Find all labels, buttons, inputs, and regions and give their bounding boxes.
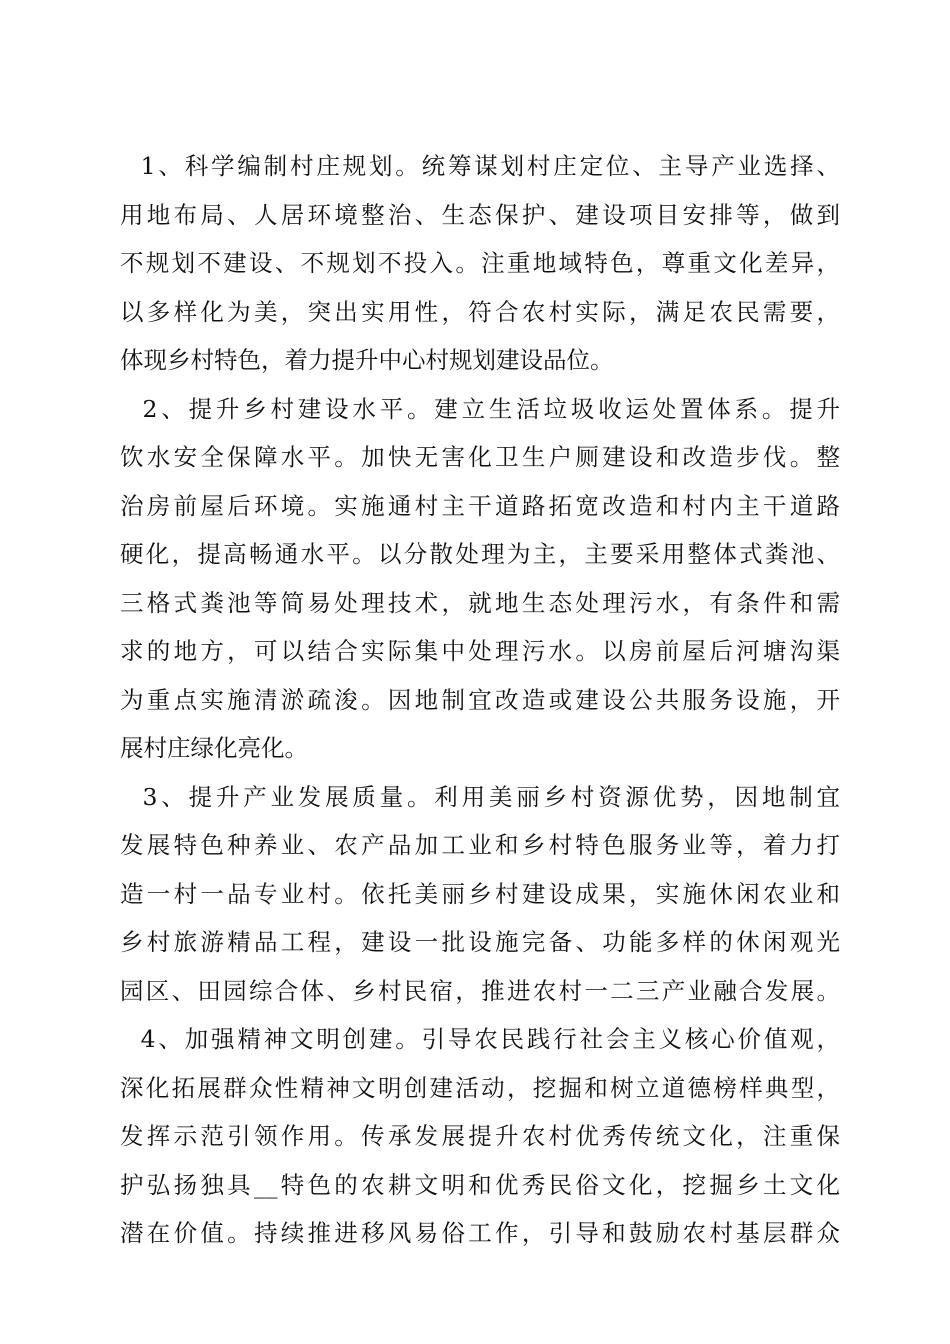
text-line: 造一村一品专业村。依托美丽乡村建设成果，实施休闲农业和 [120,879,840,908]
text-line: 潜在价值。持续推进移风易俗工作，引导和鼓励农村基层群众 [120,1219,840,1247]
text-line: 深化拓展群众性精神文明创建活动，挖掘和树立道德榜样典型， [120,1073,840,1102]
text-line: 发挥示范引领作用。传承发展提升农村优秀传统文化，注重保 [120,1122,840,1150]
paragraph-3 [120,773,840,1016]
text-line: 2、提升乡村建设水平。建立生活垃圾收运处置体系。提升 [120,394,840,423]
text-line: 乡村旅游精品工程，建设一批设施完备、功能多样的休闲观光 [120,928,840,956]
text-line: 不规划不建设、不规划不投入。注重地域特色，尊重文化差异， [120,249,840,277]
text-line: 求的地方，可以结合实际集中处理污水。以房前屋后河塘沟渠 [120,637,840,665]
text-line: 为重点实施清淤疏浚。因地制宜改造或建设公共服务设施，开 [120,685,840,714]
text-line: 护弘扬独具__特色的农耕文明和优秀民俗文化，挖掘乡土文化 [120,1170,840,1199]
text-line: 三格式粪池等简易处理技术，就地生态处理污水，有条件和需 [120,588,840,617]
text-line: 发展特色种养业、农产品加工业和乡村特色服务业等，着力打 [120,831,840,859]
text-line: 4、加强精神文明创建。引导农民践行社会主义核心价值观， [120,1025,840,1053]
text-line: 用地布局、人居环境整治、生态保护、建设项目安排等，做到 [120,200,840,229]
paragraph-4 [120,1015,840,1258]
text-line: 治房前屋后环境。实施通村主干道路拓宽改造和村内主干道路 [120,491,840,520]
paragraph-2 [120,385,840,773]
text-line: 以多样化为美，突出实用性，符合农村实际，满足农民需要， [120,297,840,326]
text-line: 硬化，提高畅通水平。以分散处理为主，主要采用整体式粪池、 [120,540,840,568]
text-line: 展村庄绿化亮化。 [120,734,308,762]
text-line: 1、科学编制村庄规划。统筹谋划村庄定位、主导产业选择、 [120,152,840,180]
text-line: 园区、田园综合体、乡村民宿，推进农村一二三产业融合发展。 [120,976,840,1005]
text-line: 饮水安全保障水平。加快无害化卫生户厕建设和改造步伐。整 [120,443,840,471]
paragraph-1 [120,142,840,385]
text-line: 3、提升产业发展质量。利用美丽乡村资源优势，因地制宜 [120,782,840,811]
text-line: 体现乡村特色，着力提升中心村规划建设品位。 [120,346,614,374]
document-body [120,142,840,1258]
